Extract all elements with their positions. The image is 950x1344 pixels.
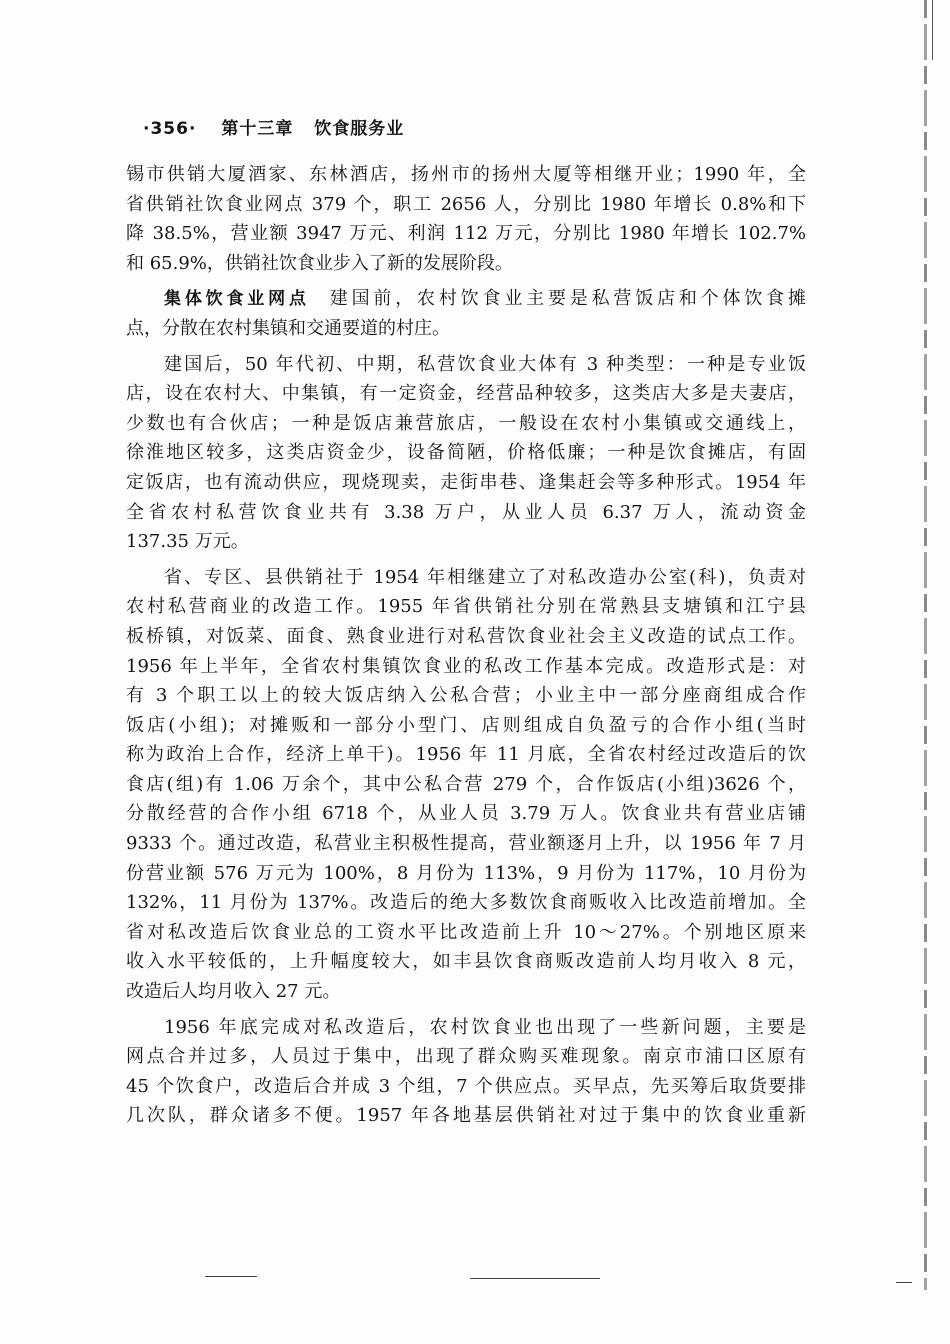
text-line: 和 65.9%，供销社饮食业步入了新的发展阶段。 [126, 252, 513, 274]
text-line: 有 3 个职工以上的较大饭店纳入公私合营；小业主中一部分座商组成合作 [126, 685, 806, 707]
text-line: 锡市供销大厦酒家、东林酒店，扬州市的扬州大厦等相继开业；1990 年，全 [126, 164, 806, 185]
text-line: 1956 年上半年，全省农村集镇饮食业的私改工作基本完成。改造形式是：对 [126, 655, 806, 677]
text-line: 食店(组)有 1.06 万余个，其中公私合营 279 个，合作饭店(小组)3626 个， [126, 773, 806, 795]
text-line: 几次队，群众诸多不便。1957 年各地基层供销社对过于集中的饮食业重新 [126, 1105, 806, 1127]
text-line: 农村私营商业的改造工作。1955 年省供销社分别在常熟县支塘镇和江宁县 [126, 596, 806, 618]
text-line: 建国后，50 年代初、中期，私营饮食业大体有 3 种类型：一种是专业饭 [164, 353, 806, 375]
chapter-number: 第十三章 [221, 119, 294, 139]
running-header [143, 114, 404, 139]
text-line: 店，设在农村大、中集镇，有一定资金，经营品种较多，这类店大多是夫妻店， [126, 383, 806, 405]
text-line: 饭店(小组)；对摊贩和一部分小型门、店则组成自负盈亏的合作小组(当时 [126, 714, 806, 736]
text-line: 板桥镇，对饭菜、面食、熟食业进行对私营饮食业社会主义改造的试点工作。 [126, 625, 806, 647]
text-line [126, 284, 806, 314]
scan-binding-mark [932, 0, 933, 60]
text-line: 9333 个。通过改造，私营业主积极性提高，营业额逐月上升，以 1956 年 7 月 [126, 833, 806, 855]
text-run: 建国前，农村饮食业主要是私营饭店和个体饮食摊 [329, 288, 806, 310]
text-line: 省、专区、县供销社于 1954 年相继建立了对私改造办公室(科)，负责对 [164, 566, 806, 588]
text-line: 份营业额 576 万元为 100%，8 月份为 113%，9 月份为 117%，10 月份为 [126, 862, 806, 884]
text-line: 定饭店，也有流动供应，现烧现卖，走街串巷、逢集赶会等多种形式。1954 年 [126, 471, 806, 493]
text-line: 称为政治上合作，经济上单干)。1956 年 11 月底，全省农村经过改造后的饮 [126, 744, 806, 766]
text-line: 点，分散在农村集镇和交通要道的村庄。 [126, 317, 450, 339]
page-number: ·356· [143, 119, 197, 139]
section-heading: 集体饮食业网点 [164, 289, 310, 310]
text-line: 网点合并过多，人员过于集中，出现了群众购买难现象。南京市浦口区原有 [126, 1046, 806, 1068]
text-line: 省对私改造后饮食业总的工资水平比改造前上升 10～27%。个别地区原来 [126, 921, 806, 943]
text-line: 徐淮地区较多，这类店资金少，设备简陋，价格低廉；一种是饮食摊店，有固 [126, 442, 806, 464]
text-line: 收入水平较低的，上升幅度较大，如丰县饮食商贩改造前人均月收入 8 元， [126, 951, 806, 973]
text-line: 分散经营的合作小组 6718 个，从业人员 3.79 万人。饮食业共有营业店铺 [126, 803, 806, 825]
chapter-title: 饮食服务业 [314, 119, 405, 139]
body-text [126, 160, 806, 1131]
text-line: 45 个饮食户，改造后合并成 3 个组，7 个供应点。买早点，先买筹后取货要排 [126, 1075, 806, 1097]
scan-artifact [205, 1276, 257, 1277]
scan-artifact [470, 1278, 600, 1279]
scan-binding-edge [924, 0, 927, 1290]
text-line: 全省农村私营饮食业共有 3.38 万户，从业人员 6.37 万人，流动资金 [126, 501, 806, 523]
scan-artifact [896, 1282, 912, 1283]
text-line: 降 38.5%，营业额 3947 万元、利润 112 万元，分别比 1980 年增长 102.7% [126, 223, 806, 245]
text-line: 改造后人均月收入 27 元。 [126, 981, 341, 1003]
text-line: 132%，11 月份为 137%。改造后的绝大多数饮食商贩收入比改造前增加。全 [126, 892, 806, 914]
text-line: 省供销社饮食业网点 379 个，职工 2656 人，分别比 1980 年增长 0.8%和下 [126, 193, 806, 215]
text-line: 少数也有合伙店；一种是饭店兼营旅店，一般设在农村小集镇或交通线上， [126, 412, 806, 434]
text-line: 137.35 万元。 [126, 531, 249, 553]
text-line: 1956 年底完成对私改造后，农村饮食业也出现了一些新问题，主要是 [164, 1016, 806, 1038]
